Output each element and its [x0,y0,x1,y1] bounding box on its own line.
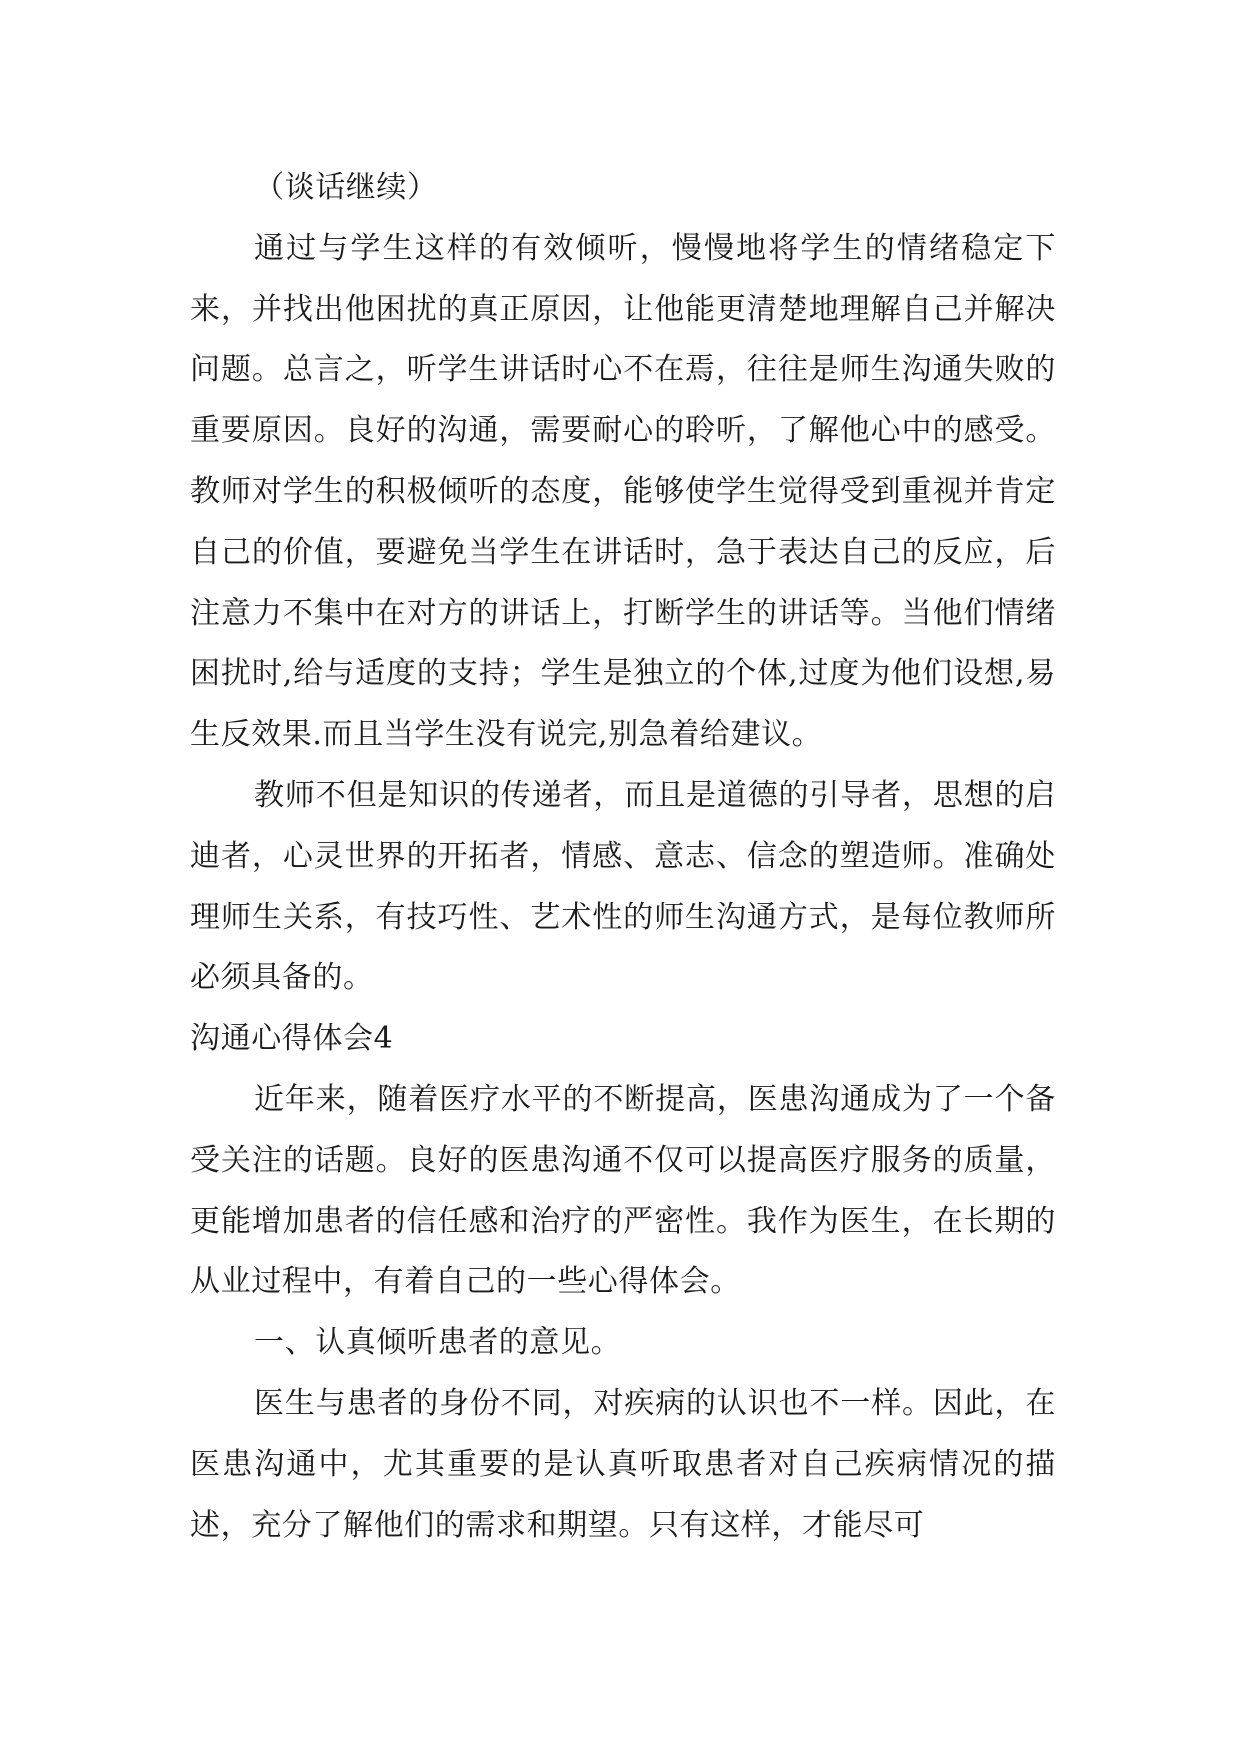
paragraph-doctor-patient-intro: 近年来，随着医疗水平的不断提高，医患沟通成为了一个备受关注的话题。良好的医患沟通不仅可以提高医疗服务的质量，更能增加患者的信任感和治疗的严密性。我作为医生，在长期的从业过程中，有着自己的一些心得体会。 [190,1081,1056,1300]
paragraph-point-one: 一、认真倾听患者的意见。 [254,1325,622,1361]
section-heading: 沟通心得体会4 [190,1021,394,1057]
paragraph-talk-continued: （谈话继续） [254,170,438,205]
document-body [190,158,1056,1556]
paragraph-effective-listening: 通过与学生这样的有效倾听，慢慢地将学生的情绪稳定下来，并找出他困扰的真正原因，让他能更清楚地理解自己并解决问题。总言之，听学生讲话时心不在焉，往往是师生沟通失败的重要原因。良好的沟通，需要耐心的聆听，了解他心中的感受。教师对学生的积极倾听的态度，能够使学生觉得受到重视并肯定自己的价值，要避免当学生在讲话时，急于表达自己的反应，后注意力不集中在对方的讲话上，打断学生的讲话等。当他们情绪困扰时,给与适度的支持；学生是独立的个体,过度为他们设想,易生反效果.而且当学生没有说完,别急着给建议。 [190,230,1056,753]
paragraph-teacher-role: 教师不但是知识的传递者，而且是道德的引导者，思想的启迪者，心灵世界的开拓者，情感、意志、信念的塑造师。准确处理师生关系，有技巧性、艺术性的师生沟通方式，是每位教师所必须具备的。 [190,777,1056,996]
paragraph-listen-to-patients: 医生与患者的身份不同，对疾病的认识也不一样。因此，在医患沟通中，尤其重要的是认真听取患者对自己疾病情况的描述，充分了解他们的需求和期望。只有这样，才能尽可 [190,1385,1056,1543]
